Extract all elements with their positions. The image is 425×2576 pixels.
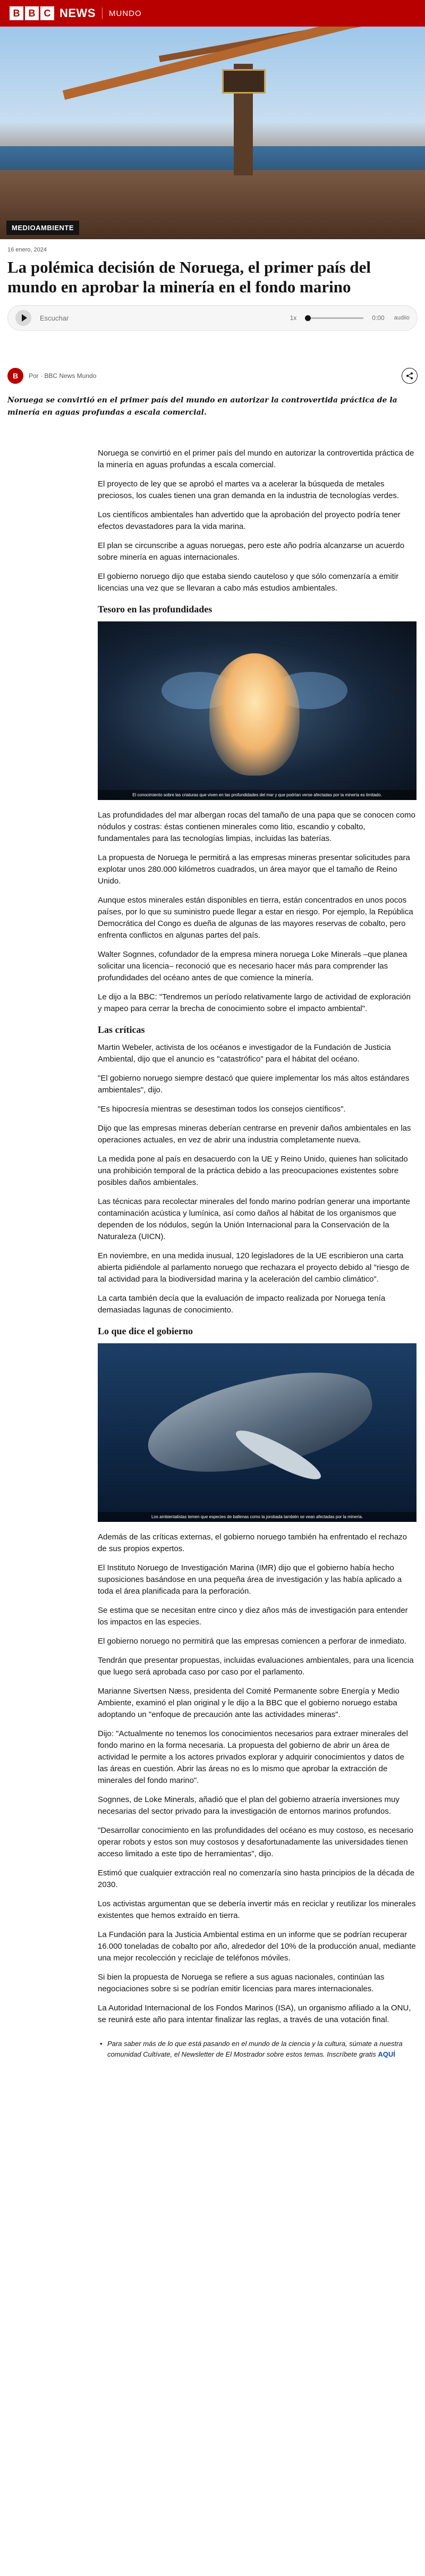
progress-slider[interactable] [305, 317, 363, 319]
paragraph: Walter Sognnes, cofundador de la empresa minera noruega Loke Minerals –que planea solicitar una licencia– reconoció que es necesario hacer más para comprender las profundidades del océano antes de que comience la minería. [98, 950, 407, 982]
paragraph: La propuesta de Noruega le permitirá a las empresas mineras presentar solicitudes para explotar unos 280.000 kilómetros cuadrados, un área mayor que el tamaño de Reino Unido. [98, 853, 410, 886]
audio-provider-logo[interactable]: audiio [394, 315, 410, 321]
paragraph: En noviembre, en una medida inusual, 120 legisladores de la UE escribieron una carta abierta pidiéndole al parlamento noruego que rechazara el proyecto debido al "riesgo de tal actividad para la biodiversidad marina y la aceleración del cambio climático". [98, 1251, 410, 1284]
figure-whale-body [139, 1358, 380, 1488]
share-button[interactable] [402, 368, 418, 384]
paragraph: Le dijo a la BBC: "Tendremos un período relativamente largo de actividad de exploración y mapeo para cerrar la brecha de conocimiento sobre el impacto ambiental". [98, 992, 411, 1013]
paragraph: Tendrán que presentar propuestas, incluidas evaluaciones ambientales, para una licencia que luego será aprobada caso por caso por el parlamento. [98, 1656, 414, 1677]
paragraph: "El gobierno noruego siempre destacó que quiere implementar los más altos estándares ambientales", dijo. [98, 1074, 410, 1095]
paragraph: Los activistas argumentan que se debería invertir más en reciclar y reutilizar los minerales existentes que hemos extraído en tierra. [98, 1899, 416, 1920]
subheading: Tesoro en las profundidades [98, 604, 212, 614]
play-button[interactable] [15, 310, 31, 326]
paragraph: El gobierno noruego no permitirá que las empresas comiencen a perforar de inmediato. [98, 1637, 407, 1646]
paragraph: Dijo que las empresas mineras deberían centrarse en prevenir daños ambientales en las operaciones actuales, en vez de abrir una industria completamente nueva. [98, 1124, 411, 1144]
playback-speed[interactable]: 1x [290, 314, 297, 322]
header-divider [102, 7, 103, 19]
share-icon [406, 372, 413, 380]
publish-date: 16 enero, 2024 [7, 247, 47, 253]
paragraph: "Desarrollar conocimiento en las profundidades del océano es muy costoso, es necesario operar robots y estos son muy costosos y desafortunadamente las universidades tienen acceso limitado a este tipo de herramientas", dijo. [98, 1826, 413, 1858]
bbc-logo-letter: B [10, 6, 23, 20]
paragraph: Sognnes, de Loke Minerals, añadió que el plan del gobierno atraería inversiones muy necesarias del sector privado para la investigación de entornos marinos profundos. [98, 1795, 400, 1816]
hero-cabin [222, 69, 266, 94]
paragraph: Aunque estos minerales están disponibles en tierra, están concentrados en unos pocos países, por lo que su suministro puede llegar a estar en riesgo. Por ejemplo, la República Democrática del Congo es dueña de algunas de las mayores reservas de cobalto, pero enfrenta conflictos en algunas partes del país. [98, 896, 413, 940]
paragraph: El plan se circunscribe a aguas noruegas, pero este año podría alcanzarse un acuerdo sobre minería en aguas internacionales. [98, 541, 405, 562]
figure-caption: Los ambientalistas temen que especies de ballenas como la jorobada también se vean afectadas por la minería. [98, 1512, 416, 1522]
brand-news[interactable]: NEWS [60, 6, 96, 20]
paragraph: La Autoridad Internacional de los Fondos Marinos (ISA), un organismo afiliado a la ONU, se reunirá este año para intentar finalizar las reglas, a través de una votación final. [98, 2003, 411, 2024]
paragraph: Martin Webeler, activista de los océanos e investigador de la Fundación de Justicia Ambiental, dijo que el anuncio es "catastrófico" para el hábitat del océano. [98, 1043, 391, 1064]
bbc-logo-letter: B [25, 6, 39, 20]
paragraph: Las técnicas para recolectar minerales del fondo marino podrían generar una importante contaminación acústica y lumínica, así como daños al hábitat de los organismos que dependen de los nódulos, según la Unión Internacional para la Conservación de la Naturaleza (UICN). [98, 1197, 410, 1241]
paragraph: La carta también decía que la evaluación de impacto realizada por Noruega tenía demasiadas lagunas de conocimiento. [98, 1294, 386, 1315]
author-avatar: B [7, 368, 23, 384]
article-summary: Noruega se convirtió en el primer país del mundo en autorizar la controvertida práctica de la minería en aguas profundas a escala comercial. [7, 396, 397, 417]
category-badge[interactable]: MEDIOAMBIENTE [6, 221, 79, 235]
section-link[interactable]: MUNDO [109, 9, 142, 18]
bbc-logo-letter: C [40, 6, 54, 20]
paragraph: La medida pone al país en desacuerdo con la UE y Reino Unido, quienes han solicitado una prohibición temporal de la práctica debido a las preocupaciones existentes sobre posibles daños ambientales. [98, 1155, 408, 1187]
paragraph: El proyecto de ley que se aprobó el martes va a acelerar la búsqueda de metales preciosos, los cuales tienen una gran demanda en la industria de tecnologías verdes. [98, 479, 400, 500]
paragraph: Además de las críticas externas, el gobierno noruego también ha enfrentado el rechazo de sus propios expertos. [98, 1533, 407, 1553]
article-body [98, 448, 416, 2060]
figure-caption: El conocimiento sobre las criaturas que viven en las profundidades del mar y que podrían verse afectadas por la minería es limitado. [98, 790, 416, 800]
newsletter-signup-link[interactable]: AQUÍ [378, 2050, 395, 2058]
figure-creature [209, 653, 300, 776]
article-headline: La polémica decisión de Noruega, el primer país del mundo en aprobar la minería en el fondo marino [7, 258, 371, 296]
hero-image [0, 27, 425, 239]
paragraph: Si bien la propuesta de Noruega se refiere a sus aguas nacionales, continúan las negociaciones sobre si se podrían emitir licencias para mares internacionales. [98, 1973, 385, 1993]
paragraph: La Fundación para la Justicia Ambiental estima en un informe que se podrían recuperar 16.000 toneladas de cobalto por año, alrededor del 10% de la producción anual, mediante una mejor recolección y reciclaje de teléfonos móviles. [98, 1930, 416, 1963]
newsletter-promo [98, 2039, 416, 2060]
listen-label: Escuchar [40, 314, 69, 322]
subheading: Las críticas [98, 1024, 145, 1035]
paragraph: El gobierno noruego dijo que estaba siendo cauteloso y que sólo comenzaría a emitir licencias una vez que se llevaran a cabo más estudios ambientales. [98, 572, 399, 593]
author-byline: Por · BBC News Mundo [29, 372, 97, 380]
paragraph: Dijo: "Actualmente no tenemos los conocimientos necesarios para extraer minerales del fondo marino en la forma necesaria. La propuesta del gobierno de abrir un área de actividad le permite a los actores privados explorar y adquirir conocimientos y datos de las áreas en cuestión. Abrir las áreas no es lo mismo que aprobar la extracción de minerales del fondo marino". [98, 1729, 408, 1785]
site-header [0, 0, 425, 27]
subheading: Lo que dice el gobierno [98, 1326, 193, 1336]
paragraph: Los científicos ambientales han advertido que la aprobación del proyecto podría tener efectos devastadores para la vida marina. [98, 510, 401, 531]
playback-time: 0:00 [372, 314, 385, 322]
paragraph: El Instituto Noruego de Investigación Marina (IMR) dijo que el gobierno había hecho suposiciones basándose en una pequeña área de investigación y las había aplicado a toda el área planificada para la perforación. [98, 1563, 402, 1596]
paragraph: Marianne Sivertsen Næss, presidenta del Comité Permanente sobre Energía y Medio Ambiente, examinó el plan original y le dijo a la BBC que el gobierno noruego estaba adoptando un "enfoque de precaución ante las actividades mineras". [98, 1687, 400, 1719]
figure-sea-creature [98, 621, 416, 800]
paragraph: Se estima que se necesitan entre cinco y diez años más de investigación para entender los impactos en las especies. [98, 1606, 408, 1627]
play-icon [22, 314, 27, 322]
paragraph: Las profundidades del mar albergan rocas del tamaño de una papa que se conocen como nódulos y costras: éstas contienen minerales como litio, escandio y cobalto, fundamentales para las tecnologías limpias, incluidas las baterías. [98, 811, 415, 843]
bbc-logo[interactable] [10, 6, 54, 20]
paragraph: Noruega se convirtió en el primer país del mundo en autorizar la controvertida práctica de la minería en aguas profundas a escala comercial. [98, 449, 414, 469]
figure-whale [98, 1343, 416, 1522]
newsletter-promo-text: Para saber más de lo que está pasando en el mundo de la ciencia y la cultura, súmate a nuestra comunidad Cultívate, el Newsletter de El Mostrador sobre estos temas. Inscríbete gratis [107, 2040, 403, 2058]
paragraph: Estimó que cualquier extracción real no comenzaría sino hasta principios de la década de 2030. [98, 1868, 415, 1889]
paragraph: "Es hipocresía mientras se desestiman todos los consejos científicos". [98, 1105, 346, 1114]
audio-player [7, 305, 418, 331]
byline [7, 368, 418, 384]
